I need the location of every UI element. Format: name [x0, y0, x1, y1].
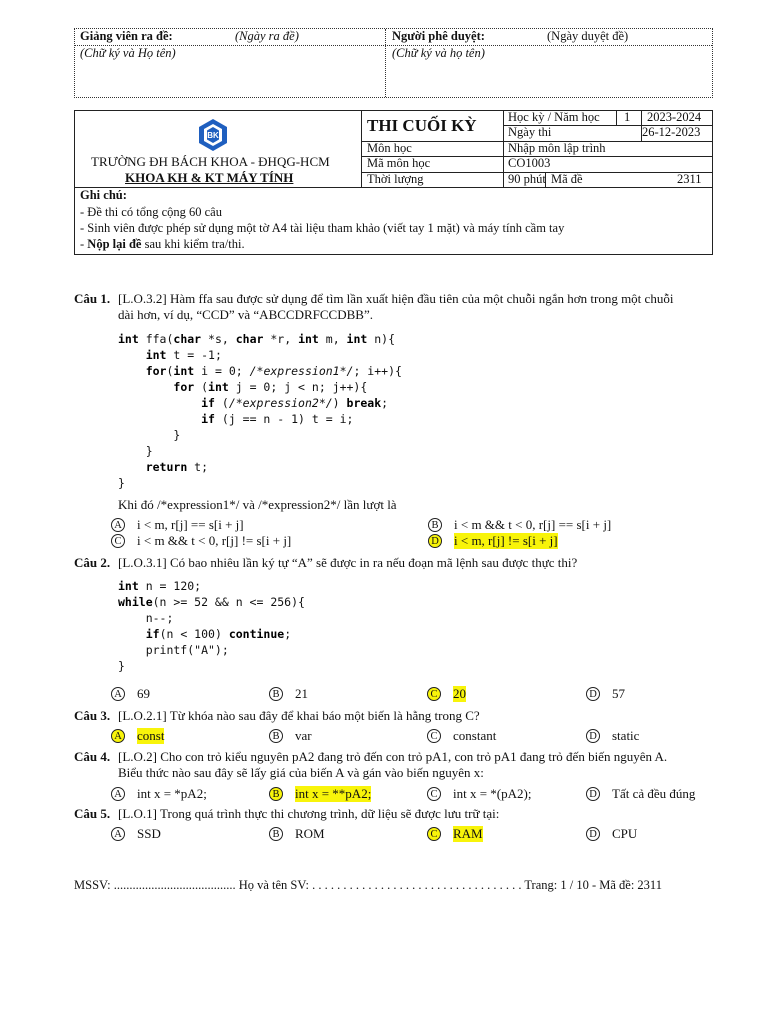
q5-option-c[interactable]: C RAM	[427, 826, 483, 842]
question-1-text: [L.O.3.2] Hàm ffa sau được sử dụng để tìm lần xuất hiện đầu tiên của một chuỗi ngắn hơn trong một chuỗi	[118, 291, 674, 306]
q3-option-c[interactable]: C constant	[427, 728, 496, 744]
q3-option-d[interactable]: D static	[586, 728, 639, 744]
question-1-text-2: dài hơn, ví dụ, “CCD” và “ABCCDRFCCDBB”.	[118, 307, 373, 322]
note-2: - Sinh viên được phép sử dụng một tờ A4 tài liệu tham khảo (viết tay 1 mặt) và máy tính cầm tay	[80, 221, 565, 235]
q2-option-b[interactable]: B 21	[269, 686, 308, 702]
q5-option-d[interactable]: D CPU	[586, 826, 637, 842]
university-logo-icon	[196, 118, 230, 152]
note-3: - Nộp lại đề sau khi kiểm tra/thi.	[80, 237, 245, 251]
course-code-value: CO1003	[508, 156, 551, 170]
q4-option-b[interactable]: B int x = **pA2;	[269, 786, 371, 802]
approver-label: Người phê duyệt:	[392, 29, 485, 43]
exam-code-value: 2311	[677, 172, 702, 186]
school-name: TRƯỜNG ĐH BÁCH KHOA - ĐHQG-HCM	[91, 154, 330, 169]
q1-option-a[interactable]: A i < m, r[j] == s[i + j]	[111, 517, 244, 533]
q1-option-b[interactable]: B i < m && t < 0, r[j] == s[i + j]	[428, 517, 611, 533]
option-circle: C	[111, 534, 125, 548]
approval-box	[74, 28, 713, 98]
q2-option-d[interactable]: D 57	[586, 686, 625, 702]
duration-value: 90 phút	[508, 172, 546, 186]
question-1-number: Câu 1.	[74, 291, 111, 306]
q2-option-c[interactable]: C 20	[427, 686, 466, 702]
course-code-label: Mã môn học	[367, 156, 431, 170]
approver-sign: (Chữ ký và họ tên)	[392, 46, 485, 60]
option-circle: D	[586, 787, 600, 801]
author-sign: (Chữ ký và Họ tên)	[80, 46, 176, 60]
question-2-text: [L.O.3.1] Có bao nhiêu lần ký tự “A” sẽ được in ra nếu đoạn mã lệnh sau được thực thi?	[118, 555, 578, 570]
option-circle: B	[428, 518, 442, 532]
q1-option-c[interactable]: C i < m && t < 0, r[j] != s[i + j]	[111, 533, 291, 549]
question-5-text: [L.O.1] Trong quá trình thực thi chương trình, dữ liệu sẽ được lưu trữ tại:	[118, 806, 500, 821]
question-2-number: Câu 2.	[74, 555, 111, 570]
question-1-code: int ffa(char *s, char *r, int m, int n){ int t = -1; for(int i = 0; /*expression1*/; i++){ for (int j = 0; j < n; j++){ if (/*expression2*/) break; if (j == n - 1) t = i; } } return t; }	[118, 332, 402, 490]
q3-option-a[interactable]: A const	[111, 728, 164, 744]
option-circle: B	[269, 787, 283, 801]
option-circle: C	[427, 687, 441, 701]
exam-code-label: Mã đề	[551, 172, 583, 186]
question-3-number: Câu 3.	[74, 708, 111, 723]
q4-option-d[interactable]: D Tất cả đều đúng	[586, 786, 695, 802]
notes-title: Ghi chú:	[80, 188, 127, 202]
q4-option-c[interactable]: C int x = *(pA2);	[427, 786, 531, 802]
option-circle: D	[428, 534, 442, 548]
question-3-text: [L.O.2.1] Từ khóa nào sau đây để khai báo một biến là hằng trong C?	[118, 708, 480, 723]
option-circle: D	[586, 827, 600, 841]
option-circle: D	[586, 687, 600, 701]
option-circle: C	[427, 787, 441, 801]
option-circle: B	[269, 729, 283, 743]
question-4-text-2: Biểu thức nào sau đây sẽ lấy giá của biến A và gán vào biến nguyên x:	[118, 765, 484, 780]
option-circle: B	[269, 687, 283, 701]
option-circle: C	[427, 729, 441, 743]
option-circle: A	[111, 729, 125, 743]
duration-label: Thời lượng	[367, 172, 424, 186]
semester-label: Học kỳ / Năm học	[508, 110, 600, 124]
exam-title: THI CUỐI KỲ	[367, 116, 477, 135]
option-circle: D	[586, 729, 600, 743]
semester-value: 1	[624, 110, 631, 124]
q2-option-a[interactable]: A 69	[111, 686, 150, 702]
question-5-number: Câu 5.	[74, 806, 111, 821]
date-value: 26-12-2023	[642, 125, 701, 139]
option-circle: B	[269, 827, 283, 841]
page-footer: MSSV: ....................................... Họ và tên SV: . . . . . . . . . . . . . . . . . . . . . . . . . . . . . . . . . . Trang: 1 / 10 - Mã đề: 2311	[74, 878, 662, 892]
q3-option-b[interactable]: B var	[269, 728, 312, 744]
q1-option-d[interactable]: D i < m, r[j] != s[i + j]	[428, 533, 558, 549]
question-1-prompt: Khi đó /*expression1*/ và /*expression2*/ lần lượt là	[118, 497, 397, 512]
q5-option-b[interactable]: B ROM	[269, 826, 325, 842]
approver-date: (Ngày duyệt đề)	[547, 29, 629, 43]
author-date: (Ngày ra đề)	[235, 29, 299, 43]
logo-text: BK	[207, 131, 219, 140]
question-4-text: [L.O.2] Cho con trỏ kiểu nguyên pA2 đang trỏ đến con trỏ pA1, con trỏ pA1 đang trỏ đến biến nguyên A.	[118, 749, 668, 764]
exam-header	[74, 110, 713, 255]
q5-option-a[interactable]: A SSD	[111, 826, 161, 842]
q4-option-a[interactable]: A int x = *pA2;	[111, 786, 207, 802]
year-value: 2023-2024	[647, 110, 702, 124]
question-2-code: int n = 120; while(n >= 52 && n <= 256){ n--; if(n < 100) continue; printf("A"); }	[118, 579, 305, 673]
author-label: Giảng viên ra đề:	[80, 29, 173, 43]
question-4-number: Câu 4.	[74, 749, 111, 764]
date-label: Ngày thi	[508, 125, 552, 139]
course-value: Nhập môn lập trình	[508, 141, 606, 155]
option-circle: A	[111, 787, 125, 801]
course-label: Môn học	[367, 141, 412, 155]
option-circle: A	[111, 827, 125, 841]
option-circle: C	[427, 827, 441, 841]
note-1: - Đề thi có tổng cộng 60 câu	[80, 205, 222, 219]
faculty-name: KHOA KH & KT MÁY TÍNH	[125, 170, 294, 185]
option-circle: A	[111, 518, 125, 532]
option-circle: A	[111, 687, 125, 701]
